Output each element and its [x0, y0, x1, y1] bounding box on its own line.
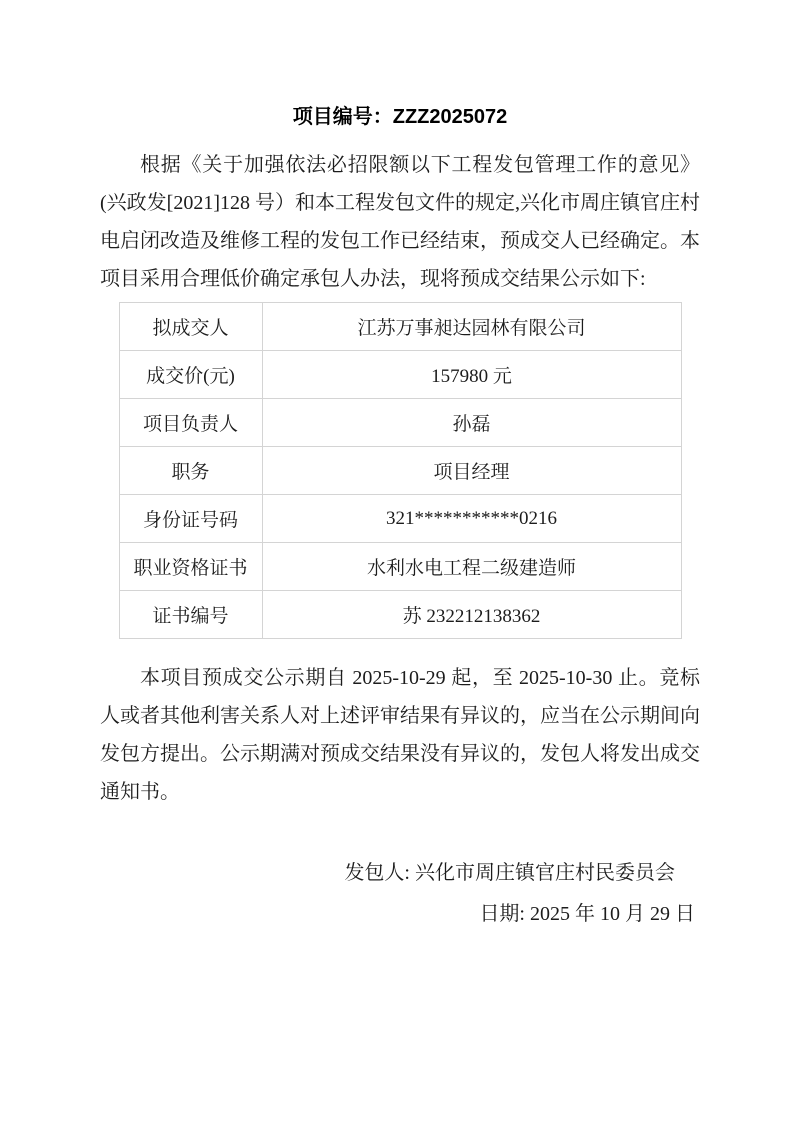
- row-label: 身份证号码: [119, 495, 262, 543]
- intro-paragraph: 根据《关于加强依法必招限额以下工程发包管理工作的意见》(兴政发[2021]128 号）和本工程发包文件的规定,兴化市周庄镇官庄村电启闭改造及维修工程的发包工作已经结束，预成交人已经确定。本项目采用合理低价确定承包人办法，现将预成交结果公示如下:: [100, 154, 700, 290]
- row-value: 苏 232212138362: [262, 591, 681, 639]
- table-row: [119, 303, 681, 351]
- table-row: [119, 543, 681, 591]
- table-row: [119, 495, 681, 543]
- page-title: 项目编号：ZZZ2025072: [292, 106, 508, 128]
- row-value: 孙磊: [262, 399, 681, 447]
- table-row: [119, 351, 681, 399]
- row-label: 证书编号: [119, 591, 262, 639]
- issuer-line: 发包人: 兴化市周庄镇官庄村民委员会: [344, 862, 675, 884]
- row-label: 职务: [119, 447, 262, 495]
- row-label: 职业资格证书: [119, 543, 262, 591]
- signature-block: [100, 853, 700, 935]
- notice-paragraph: 本项目预成交公示期自 2025-10-29 起，至 2025-10-30 止。竞标人或者其他利害关系人对上述评审结果有异议的，应当在公示期间向发包方提出。公示期满对预成交结果没有异议的，发包人将发出成交通知书。: [100, 667, 700, 803]
- result-table-body: [119, 303, 681, 639]
- row-value: 水利水电工程二级建造师: [262, 543, 681, 591]
- row-label: 成交价(元): [119, 351, 262, 399]
- result-table: [119, 302, 682, 639]
- table-row: [119, 447, 681, 495]
- row-value: 157980 元: [262, 351, 681, 399]
- row-label: 项目负责人: [119, 399, 262, 447]
- table-row: [119, 399, 681, 447]
- row-value: 江苏万事昶达园林有限公司: [262, 303, 681, 351]
- row-value: 321***********0216: [262, 495, 681, 543]
- row-value: 项目经理: [262, 447, 681, 495]
- date-line: 日期: 2025 年 10 月 29 日: [479, 903, 695, 925]
- row-label: 拟成交人: [119, 303, 262, 351]
- table-row: [119, 591, 681, 639]
